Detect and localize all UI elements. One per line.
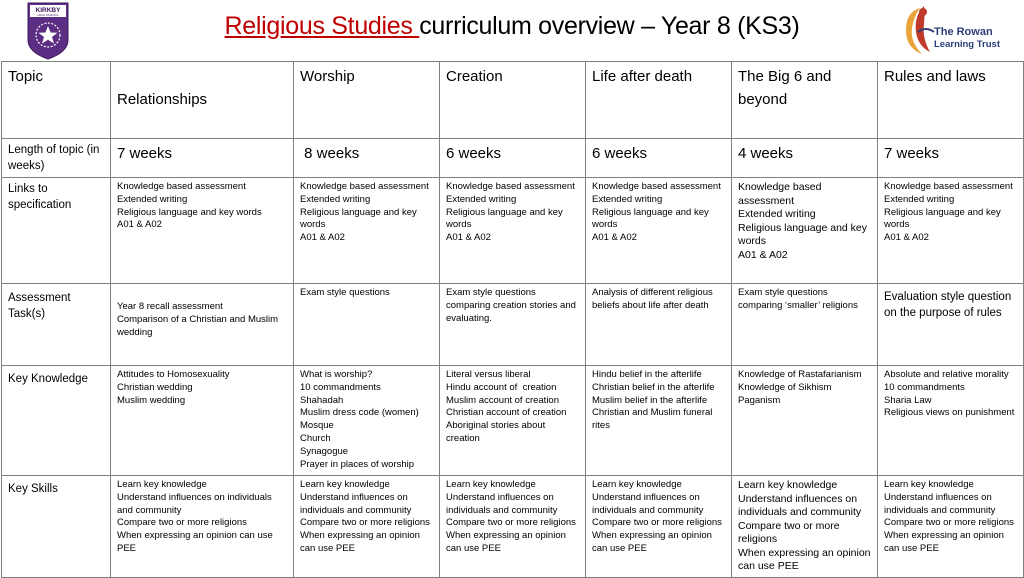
skills-cell: [878, 476, 1024, 578]
cell-line: Religious language and key words: [592, 206, 709, 231]
cell-line: Muslim wedding: [117, 394, 186, 406]
cell-line: What is worship?: [300, 369, 373, 380]
cell-line: Knowledge based assessment: [300, 181, 429, 192]
assessment-row: [2, 284, 1024, 366]
cell-line: Knowledge based assessment: [592, 181, 721, 192]
cell-line: Learn key knowledge: [446, 479, 536, 490]
cell-line: Shahadah: [300, 394, 344, 406]
cell-line: Comparison of a Christian and Muslim wedding: [117, 313, 279, 338]
length-cell: 8 weeks: [294, 139, 440, 178]
skills-row: [2, 476, 1024, 578]
cell-line: Hindu account of creation: [446, 381, 557, 393]
knowledge-row: [2, 366, 1024, 476]
skills-cell: [294, 476, 440, 578]
cell-line: Literal versus liberal: [446, 369, 531, 380]
trust-logo-line1: The Rowan: [934, 26, 993, 38]
cell-line: Learn key knowledge: [117, 479, 207, 490]
page-title: [0, 10, 1024, 42]
cell-line: Christian belief in the afterlife: [592, 381, 715, 393]
knowledge-cell: [111, 366, 294, 476]
links-cell: [440, 178, 586, 284]
links-cell: [732, 178, 878, 284]
cell-line: Christian and Muslim funeral rites: [592, 407, 713, 432]
cell-line: 10 commandments: [300, 381, 381, 393]
cell-line: Extended writing: [446, 193, 517, 205]
school-logo-subtext: HIGH SCHOOL: [37, 13, 59, 17]
cell-line: Religious language and key words: [117, 206, 262, 218]
cell-line: When expressing an opinion can use PEE: [446, 530, 566, 554]
cell-line: Paganism: [738, 394, 781, 406]
cell-line: Muslim belief in the afterlife: [592, 394, 708, 406]
cell-line: Exam style questions: [300, 287, 390, 298]
topic-cell: Relationships: [111, 62, 294, 139]
cell-line: Hindu belief in the afterlife: [592, 369, 702, 380]
school-logo-name: KIRKBY: [35, 7, 61, 14]
cell-line: Exam style questions comparing ‘smaller’ religions: [738, 287, 858, 311]
cell-line: Knowledge based assessment: [884, 181, 1013, 192]
row-label-topic: Topic: [2, 62, 111, 139]
knowledge-cell: [586, 366, 732, 476]
length-cell: 7 weeks: [878, 139, 1024, 178]
cell-line: Muslim account of creation: [446, 394, 559, 406]
length-cell: 4 weeks: [732, 139, 878, 178]
cell-line: Muslim dress code (women): [300, 407, 419, 419]
cell-line: Compare two or more religions: [446, 517, 576, 529]
skills-cell: [586, 476, 732, 578]
topic-cell: Rules and laws: [878, 62, 1024, 139]
cell-line: Knowledge of Sikhism: [738, 381, 832, 393]
cell-line: Compare two or more religions: [300, 517, 430, 529]
cell-line: Sharia Law: [884, 394, 932, 406]
topic-cell: Creation: [440, 62, 586, 139]
skills-cell: [111, 476, 294, 578]
cell-line: When expressing an opinion can use PEE: [117, 530, 273, 554]
cell-line: Religious views on punishment: [884, 407, 1015, 419]
row-label-skills: Key Skills: [2, 476, 111, 578]
cell-line: Aboriginal stories about creation: [446, 420, 546, 444]
cell-line: Christian wedding: [117, 381, 193, 393]
links-cell: [111, 178, 294, 284]
cell-line: A01 & A02: [446, 232, 491, 244]
links-row: [2, 178, 1024, 284]
row-label-links: Links to specification: [2, 178, 111, 284]
cell-line: Year 8 recall assessment: [117, 301, 223, 312]
cell-line: Understand influences on individuals and community: [300, 491, 412, 516]
curriculum-table: [1, 61, 1024, 578]
topic-row: [2, 62, 1024, 139]
trust-logo: [898, 2, 1000, 58]
knowledge-cell: [732, 366, 878, 476]
topic-cell: Worship: [294, 62, 440, 139]
cell-line: Extended writing: [592, 193, 663, 205]
cell-line: Synagogue: [300, 445, 349, 457]
cell-line: Learn key knowledge: [592, 479, 682, 490]
cell-line: Knowledge of Rastafarianism: [738, 369, 862, 380]
knowledge-cell: [440, 366, 586, 476]
topic-cell: The Big 6 and beyond: [732, 62, 878, 139]
knowledge-cell: [878, 366, 1024, 476]
length-cell: 6 weeks: [586, 139, 732, 178]
assessment-cell: [586, 284, 732, 366]
assessment-cell: [732, 284, 878, 366]
row-label-knowledge: Key Knowledge: [2, 366, 111, 476]
cell-line: Attitudes to Homosexuality: [117, 369, 230, 380]
cell-line: Compare two or more religions: [738, 519, 840, 545]
cell-line: Analysis of different religious beliefs about life after death: [592, 287, 713, 311]
cell-line: A01 & A02: [300, 232, 345, 244]
cell-line: Religious language and key words: [446, 206, 563, 231]
skills-cell: [440, 476, 586, 578]
cell-line: Understand influences on individuals and community: [117, 491, 272, 516]
cell-line: A01 & A02: [592, 232, 637, 244]
cell-line: Compare two or more religions: [592, 517, 722, 529]
cell-line: Understand influences on individuals and community: [738, 492, 862, 518]
cell-line: Understand influences on individuals and community: [446, 491, 558, 516]
assessment-cell: [294, 284, 440, 366]
assessment-cell: [111, 284, 294, 366]
title-subject: Religious Studies: [224, 12, 420, 40]
cell-line: When expressing an opinion can use PEE: [300, 530, 420, 554]
row-label-length: Length of topic (in weeks): [2, 139, 111, 178]
length-cell: 7 weeks: [111, 139, 294, 178]
skills-cell: [732, 476, 878, 578]
links-cell: [878, 178, 1024, 284]
cell-line: Extended writing: [300, 193, 371, 205]
trust-logo-line2: Learning Trust: [934, 39, 1000, 50]
cell-line: A01 & A02: [884, 232, 929, 244]
row-label-assessment: Assessment Task(s): [2, 284, 111, 366]
cell-line: When expressing an opinion can use PEE: [884, 530, 1004, 554]
length-row: [2, 139, 1024, 178]
cell-line: Absolute and relative morality: [884, 369, 1009, 380]
cell-line: Learn key knowledge: [884, 479, 974, 490]
cell-line: Prayer in places of worship: [300, 458, 415, 470]
cell-line: Knowledge based assessment: [738, 181, 822, 207]
cell-line: Knowledge based assessment: [446, 181, 575, 192]
cell-line: Exam style questions comparing creation stories and evaluating.: [446, 287, 576, 324]
cell-line: Church: [300, 432, 331, 444]
cell-line: Understand influences on individuals and community: [884, 491, 996, 516]
cell-line: When expressing an opinion can use PEE: [592, 530, 712, 554]
cell-line: Compare two or more religions: [117, 517, 247, 529]
topic-cell: Life after death: [586, 62, 732, 139]
links-cell: [586, 178, 732, 284]
cell-line: Extended writing: [884, 193, 955, 205]
cell-line: Religious language and key words: [738, 221, 868, 247]
assessment-cell: [440, 284, 586, 366]
cell-line: Evaluation style question on the purpose of rules: [884, 291, 1012, 319]
cell-line: Religious language and key words: [884, 206, 1001, 231]
assessment-cell: [878, 284, 1024, 366]
cell-line: A01 & A02: [117, 219, 162, 231]
cell-line: Understand influences on individuals and community: [592, 491, 704, 516]
cell-line: A01 & A02: [738, 248, 788, 261]
cell-line: When expressing an opinion can use PEE: [738, 546, 871, 572]
cell-line: Extended writing: [738, 208, 816, 220]
cell-line: Learn key knowledge: [738, 479, 838, 491]
cell-line: Mosque: [300, 420, 334, 432]
cell-line: Christian account of creation: [446, 407, 567, 419]
cell-line: Religious language and key words: [300, 206, 417, 231]
cell-line: Compare two or more religions: [884, 517, 1014, 529]
cell-line: Knowledge based assessment: [117, 181, 246, 192]
cell-line: Extended writing: [117, 193, 188, 205]
cell-line: 10 commandments: [884, 381, 965, 393]
knowledge-cell: [294, 366, 440, 476]
length-cell: 6 weeks: [440, 139, 586, 178]
title-rest: curriculum overview – Year 8 (KS3): [419, 12, 800, 40]
links-cell: [294, 178, 440, 284]
cell-line: Learn key knowledge: [300, 479, 390, 490]
